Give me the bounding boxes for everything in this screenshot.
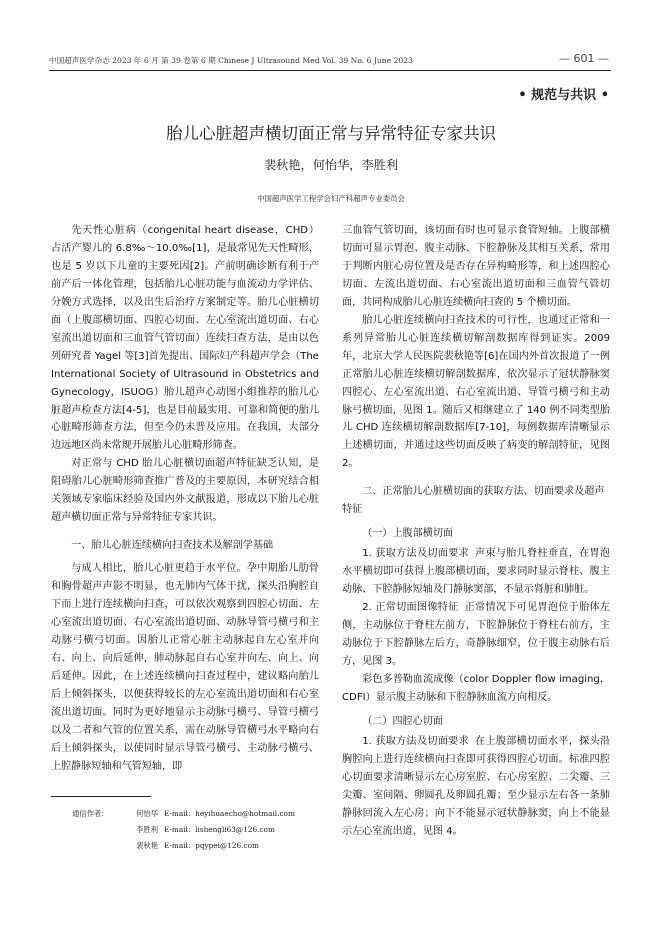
paragraph — [342, 545, 610, 599]
author-name: 何怡华 — [136, 809, 158, 818]
author-email: E-mail：pqypei@126.com — [164, 841, 259, 850]
article-title: 胎儿心脏超声横切面正常与异常特征专家共识 — [166, 124, 496, 143]
running-header — [49, 52, 611, 69]
section-tag: • 规范与共识 • — [518, 88, 609, 103]
author-name: 裴秋艳 — [136, 841, 158, 850]
author-email: E-mail：heyihuaecho@hotmail.com — [164, 809, 295, 818]
runin-heading: 2. 正常切面图像特征 — [362, 602, 459, 614]
paragraph-text: 声束与胎儿脊柱垂直，在胃泡水平横切即可获得上腹部横切面，要求同时显示脊柱、腹主动脉、下腔静脉短轴及门静脉窦部，不显示肾脏和肺脏。 — [342, 548, 611, 596]
paragraph: 三血管气管切面，该切面有时也可显示食管短轴。上腹部横切面可显示胃泡、腹主动脉、下腔静脉及其相互关系，常用于判断内脏心房位置及是否存在异构畸形等，和上述四腔心切面、左流出道切面、右心室流出道切面和三血管气管切面，共同构成胎儿心脏连续横向扫查的 5 个横切面。 — [342, 225, 610, 308]
author-email: E-mail：lishengli63@126.com — [164, 825, 275, 834]
footnote-row — [72, 838, 295, 854]
subsection-heading: （二）四腔心切面 — [362, 715, 443, 727]
section-heading: 一、胎儿心脏连续横向扫查技术及解剖学基础 — [71, 540, 274, 552]
paragraph — [342, 599, 610, 671]
paragraph: 对正常与 CHD 胎儿心脏横切面超声特征缺乏认知，是阻碍胎儿心脏畸形筛查推广普及的主要原因，本研究结合相关领域专家临床经验及国内外文献报道，形成以下胎儿心脏超声横切面正常与异常特征专家共识。 — [51, 458, 319, 524]
page-number: — 601 — — [559, 52, 609, 65]
paragraph: 彩色多普勒血流成像（color Doppler flow imaging，CDFI）显示腹主动脉和下腔静脉血流方向相反。 — [342, 673, 610, 703]
affiliation: 中国超声医学工程学会妇产科超声专业委员会 — [257, 194, 405, 203]
journal-info: 中国超声医学杂志 2023 年 6 月 第 39 卷第 6 期 Chinese J Ultrasound Med Vol. 39 No. 6 June 2023 — [49, 56, 413, 65]
footnote-label: 通信作者： — [72, 809, 109, 818]
author-name: 李胜利 — [136, 825, 158, 834]
header-divider — [49, 70, 611, 71]
paragraph-text: 在上腹部横切面水平，探头沿胸腔向上进行连续横向扫查即可获得四腔心切面。标准四腔心切面要求清晰显示左心房室腔、右心房室腔、二尖瓣、三尖瓣、室间隔、卵圆孔及卵圆孔瓣；至少显示左右各一条肺静脉回流入左心房；向下不能显示冠状静脉窦，向上不能显示左心室流出道，见图 4。 — [342, 735, 611, 837]
runin-heading: 1. 获取方法及切面要求 — [362, 548, 469, 560]
article-authors: 裴秋艳，何怡华，李胜利 — [263, 158, 399, 172]
right-column — [342, 222, 610, 840]
subsection-heading: （一）上腹部横切面 — [362, 528, 454, 540]
paragraph: 与成人相比，胎儿心脏更趋于水平位。孕中期胎儿肋骨和胸骨超声声影不明显，也无肺内气体干扰，探头沿胸腔自下而上进行连续横向扫查，可以依次观察到四腔心切面、左心室流出道切面、右心室流出道切面、动脉导管弓横弓和主动脉弓横弓切面。因胎儿正常心脏主动脉起自左心室并向右、向上、向后延伸，肺动脉起自右心室并向左、向上、向后延伸。因此，在上述连续横向扫查过程中，建议略向胎儿后上倾斜探头，以便获得较长的左心室流出道切面和右心室流出道切面。同时为更好地显示主动脉弓横弓、导管弓横弓以及二者和气管的位置关系，需在动脉导管横弓水平略向右后上倾斜探头，以使同时显示导管弓横弓、主动脉弓横弓、上腔静脉短轴和气管短轴，即 — [51, 563, 319, 772]
footnote-row — [72, 822, 295, 838]
paragraph-text: 正常情况下可见胃泡位于胎体左侧，主动脉位于脊柱左前方，下腔静脉位于脊柱右前方，主动脉位于下腔静脉左后方，奇静脉细窄，位于腹主动脉右后方，见图 3。 — [342, 602, 611, 667]
paragraph: 胎儿心脏连续横向扫查技术的可行性，也通过正常和一系列异常胎儿心脏连续横切解剖数据库得到证实。2009 年，北京大学人民医院裴秋艳等[6]在国内外首次报道了一例正常胎儿心脏连续横切解剖数据库，依次显示了冠状静脉窦四腔心、左心室流出道、右心室流出道、导管弓横弓和主动脉弓横切面，见图 1。随后又相继建立了 140 例不同类型胎儿 CHD 连续横切解剖数据库[7-10]，每例数据库清晰显示上述横切面，并通过这些切面反映了病变的解剖特征，见图 2。 — [342, 314, 610, 470]
footnote-row — [72, 806, 295, 822]
paragraph — [342, 733, 610, 841]
runin-heading: 1. 获取方法及切面要求 — [362, 735, 469, 747]
paragraph: 先天性心脏病（congenital heart disease，CHD）占活产婴儿的 6.8‰～10.0‰[1]，是最常见先天性畸形，也是 5 岁以下儿童的主要死因[2]。产前明确诊断有利于产前产后一体化管理，包括胎儿心脏功能与血流动力学评估、分娩方式选择，以及出生后治疗方案制定等。胎儿心脏横切面（上腹部横切面、四腔心切面、左心室流出道切面、右心室流出道切面和三血管气管切面）连续扫查方法，是由以色列研究者 Yagel 等[3]首先提出、国际妇产科超声学会（The International Society of Ultrasound in Obstetrics and Gynecology，ISUOG）胎儿超声心动图小组推荐的胎儿心脏超声检查方法[4-5]，也是目前最实用、可靠和简便的胎儿心脏畸形筛查方法，但至今仍未普及应用。在我国，大部分边远地区尚未常规开展胎儿心脏畸形筛查。 — [51, 225, 319, 452]
footnote-divider — [51, 796, 151, 797]
section-heading: 二、正常胎儿心脏横切面的获取方法、切面要求及超声特征 — [342, 486, 605, 516]
left-column — [51, 222, 319, 776]
corresponding-authors — [72, 806, 295, 854]
